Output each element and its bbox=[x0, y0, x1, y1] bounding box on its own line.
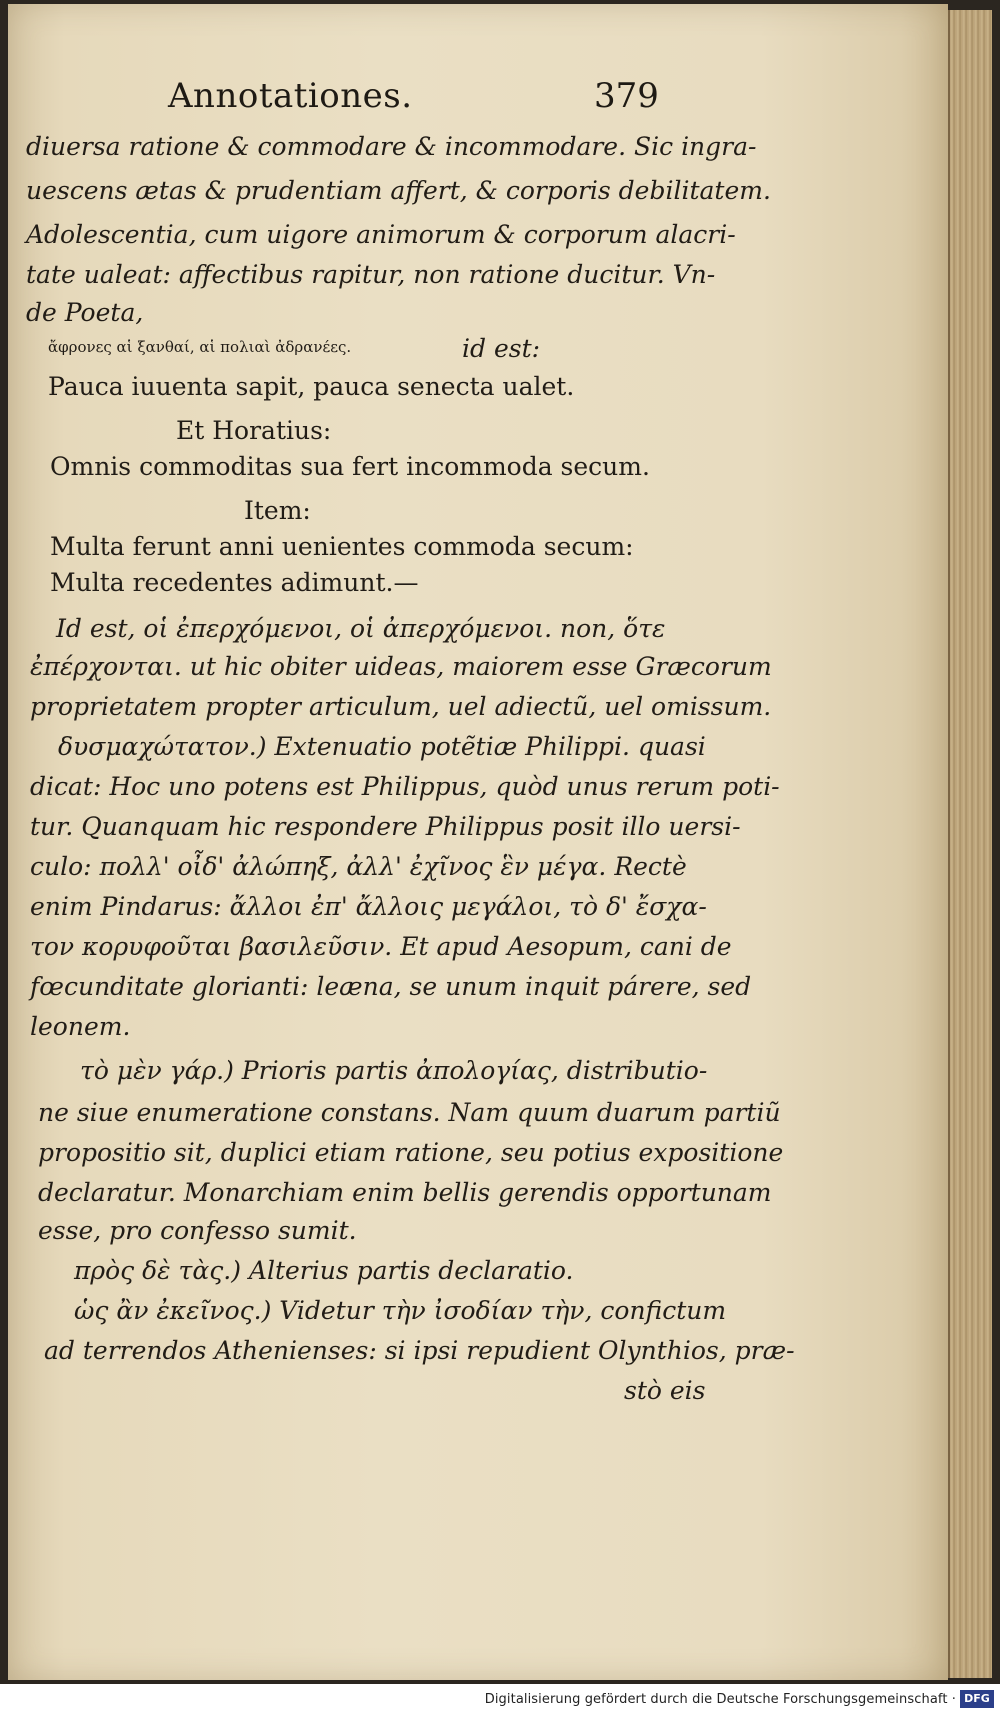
dfg-logo: DFG bbox=[960, 1690, 994, 1708]
digitization-credit: Digitalisierung gefördert durch die Deutsche Forschungsgemeinschaft · bbox=[484, 1692, 956, 1707]
text-line: diuersa ratione & commodare & incommodare. Sic ingra- bbox=[26, 132, 757, 161]
text-line: enim Pindarus: ἄλλοι ἐπ' ἄλλοις μεγάλοι, τὸ δ' ἔσχα- bbox=[30, 892, 707, 921]
text-line: proprietatem propter articulum, uel adiectũ, uel omissum. bbox=[30, 692, 772, 721]
text-line: τὸ μὲν γάρ.) Prioris partis ἀπολογίας, distributio- bbox=[80, 1056, 708, 1085]
verse-line: Multa ferunt anni uenientes commoda secum: bbox=[50, 532, 634, 561]
text-line: ne siue enumeratione constans. Nam quum duarum partiũ bbox=[38, 1098, 781, 1127]
text-line: culo: πολλ' οἶδ' ἀλώπηξ, ἀλλ' ἐχῖνος ἓν μέγα. Rectè bbox=[30, 852, 687, 881]
verse-line: Omnis commoditas sua fert incommoda secum. bbox=[50, 452, 650, 481]
text-line: τον κορυφοῦται βασιλεῦσιν. Et apud Aesopum, cani de bbox=[30, 932, 732, 961]
text-line: leonem. bbox=[30, 1012, 131, 1041]
running-header: Annotationes. bbox=[168, 76, 413, 116]
text-line: declaratur. Monarchiam enim bellis gerendis opportunam bbox=[38, 1178, 772, 1207]
text-line: id est: bbox=[462, 334, 541, 363]
text-line: δυσμαχώτατον.) Extenuatio potẽtiæ Philippi. quasi bbox=[58, 732, 706, 761]
text-line: Id est, οἱ ἐπερχόμενοι, οἱ ἀπερχόμενοι. non, ὅτε bbox=[56, 614, 666, 643]
text-line: ὡς ἂν ἐκεῖνος.) Videtur τὴν ἰσοδίαν τὴν, confictum bbox=[74, 1296, 727, 1325]
text-line: esse, pro confesso sumit. bbox=[38, 1216, 357, 1245]
verse-intro: Et Horatius: bbox=[176, 416, 332, 445]
text-line: tur. Quanquam hic respondere Philippus posit illo uersi- bbox=[30, 812, 741, 841]
catchword: stò eis bbox=[624, 1376, 706, 1405]
text-line: Adolescentia, cum uigore animorum & corporum alacri- bbox=[26, 220, 736, 249]
text-line: ἐπέρχονται. ut hic obiter uideas, maiorem esse Græcorum bbox=[30, 652, 772, 681]
text-line: uescens ætas & prudentiam affert, & corporis debilitatem. bbox=[26, 176, 771, 205]
text-line: tate ualeat: affectibus rapitur, non ratione ducitur. Vn- bbox=[26, 260, 716, 289]
text-line: ad terrendos Athenienses: si ipsi repudient Olynthios, præ- bbox=[44, 1336, 795, 1365]
text-line: dicat: Hoc uno potens est Philippus, quòd unus rerum poti- bbox=[30, 772, 780, 801]
page-number: 379 bbox=[594, 76, 659, 116]
verse-intro: Item: bbox=[244, 496, 311, 525]
greek-verse: ἄφρονες αἱ ξανθαί, αἱ πολιαὶ ἀδρανέες. bbox=[48, 338, 352, 356]
text-line: fœcunditate glorianti: leæna, se unum inquit párere, sed bbox=[30, 972, 752, 1001]
text-line: πρὸς δὲ τὰς.) Alterius partis declaratio. bbox=[74, 1256, 574, 1285]
verse-line: Pauca iuuenta sapit, pauca senecta ualet. bbox=[48, 372, 575, 401]
verse-line: Multa recedentes adimunt.— bbox=[50, 568, 419, 597]
text-line: propositio sit, duplici etiam ratione, seu potius expositione bbox=[38, 1138, 784, 1167]
book-page bbox=[8, 4, 948, 1680]
book-page-edges bbox=[948, 10, 992, 1678]
text-line: de Poeta, bbox=[26, 298, 144, 327]
